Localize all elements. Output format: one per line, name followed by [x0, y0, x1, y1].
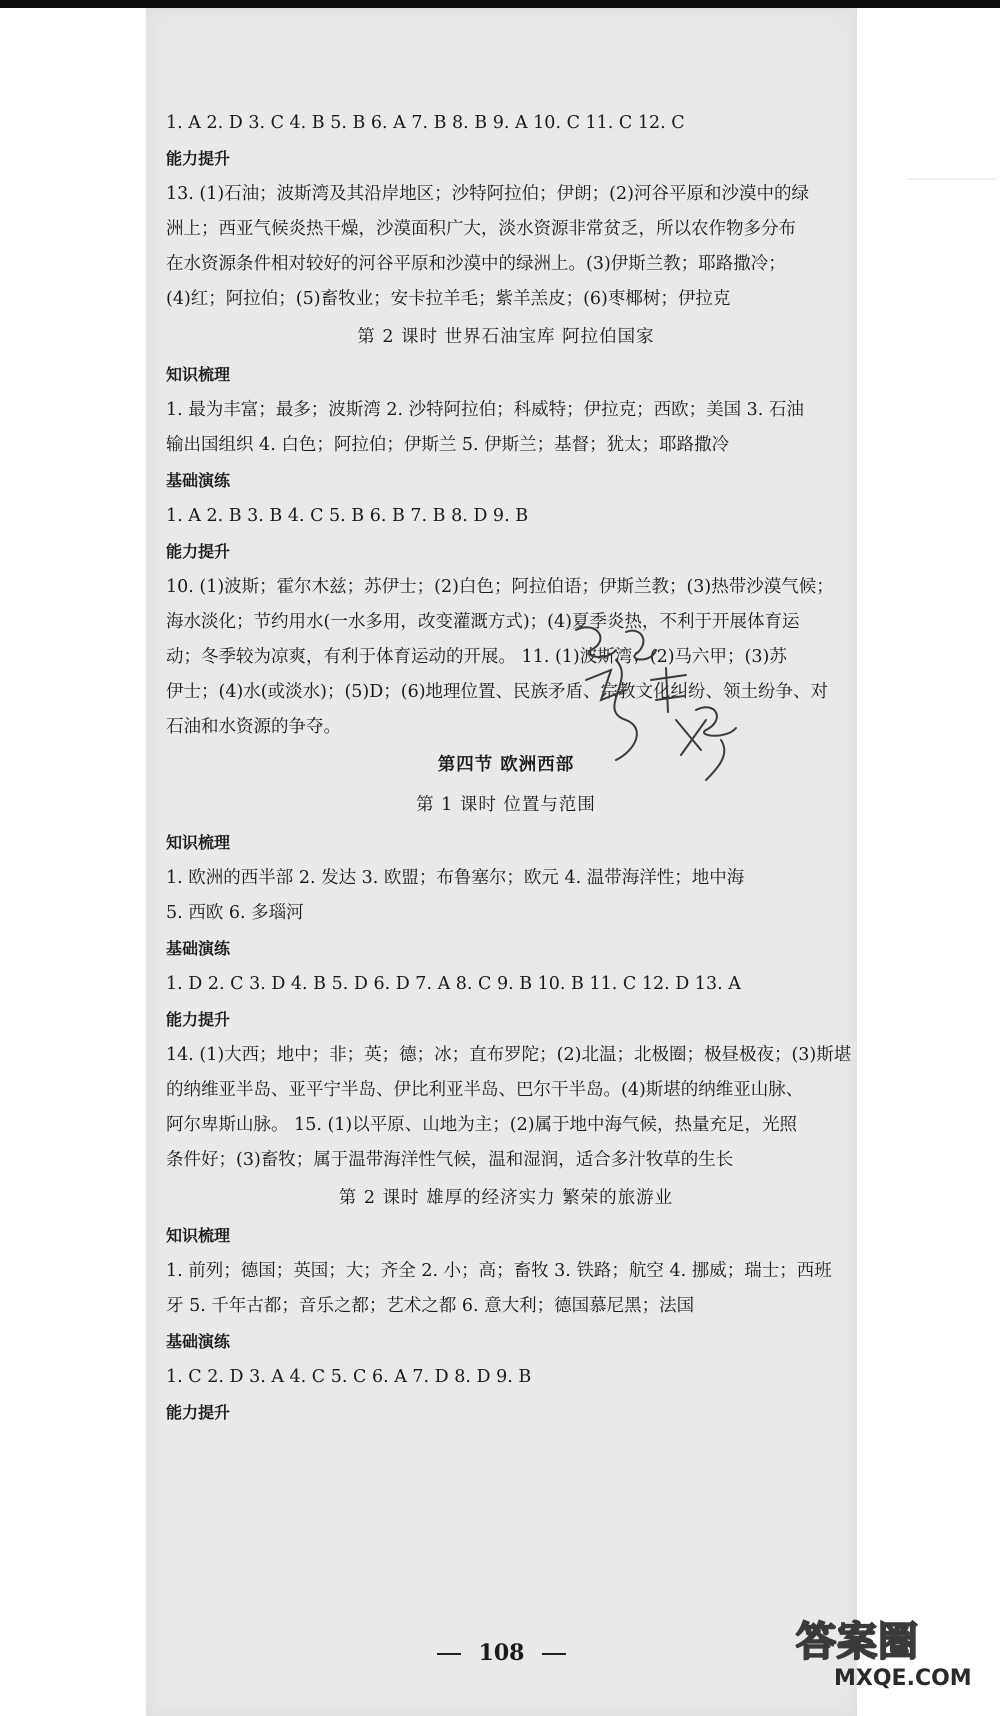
answer-line: 输出国组织 4. 白色；阿拉伯；伊斯兰 5. 伊斯兰；基督；犹太；耶路撒冷	[166, 435, 730, 455]
answer-line: 在水资源条件相对较好的河谷平原和沙漠中的绿洲上。(3)伊斯兰教；耶路撒冷；	[166, 254, 786, 274]
section-heading: 能力提升	[166, 149, 231, 168]
answer-line: (4)红；阿拉伯；(5)畜牧业；安卡拉羊毛；紫羊羔皮；(6)枣椰树；伊拉克	[166, 289, 731, 309]
answer-line: 动；冬季较为凉爽，有利于体育运动的开展。 11. (1)波斯湾；(2)马六甲；(3)苏	[166, 647, 787, 667]
lesson-title: 第 2 课时 雄厚的经济实力 繁荣的旅游业	[338, 1188, 674, 1208]
section-heading: 基础演练	[166, 939, 231, 958]
answer-line: 1. A 2. B 3. B 4. C 5. B 6. B 7. B 8. D 9. B	[166, 506, 529, 526]
answer-line: 阿尔卑斯山脉。 15. (1)以平原、山地为主；(2)属于地中海气候，热量充足，光照	[166, 1115, 798, 1135]
top-border	[0, 0, 1000, 8]
section-heading: 能力提升	[166, 1403, 231, 1422]
page-content	[166, 106, 852, 1431]
answer-line: 石油和水资源的争夺。	[166, 717, 341, 737]
page-number-text: 108	[478, 1640, 525, 1666]
watermark-url: MXQE.COM	[834, 1666, 972, 1691]
page-number-dash-left	[437, 1653, 461, 1655]
answer-line: 1. 最为丰富；最多；波斯湾 2. 沙特阿拉伯；科威特；伊拉克；西欧；美国 3. 石油	[166, 400, 804, 420]
lesson-title: 第 2 课时 世界石油宝库 阿拉伯国家	[357, 327, 655, 347]
answer-line: 1. 欧洲的西半部 2. 发达 3. 欧盟；布鲁塞尔；欧元 4. 温带海洋性；地中海	[166, 868, 745, 888]
section-heading: 基础演练	[166, 471, 231, 490]
answer-page	[146, 8, 857, 1716]
answer-line: 1. D 2. C 3. D 4. B 5. D 6. D 7. A 8. C 9. B 10. B 11. C 12. D 13. A	[166, 974, 741, 994]
answer-line: 牙 5. 千年古都；音乐之都；艺术之都 6. 意大利；德国慕尼黑；法国	[166, 1296, 695, 1316]
answer-line: 1. A 2. D 3. C 4. B 5. B 6. A 7. B 8. B 9. A 10. C 11. C 12. C	[166, 113, 685, 133]
answer-line: 条件好；(3)畜牧；属于温带海洋性气候，温和湿润，适合多汁牧草的生长	[166, 1150, 734, 1170]
scan-artifact	[906, 178, 996, 180]
watermark-logo: 答案圈	[796, 1619, 919, 1665]
section-heading: 能力提升	[166, 1010, 231, 1029]
answer-line: 洲上；西亚气候炎热干燥，沙漠面积广大，淡水资源非常贫乏，所以农作物多分布	[166, 219, 796, 239]
section-heading: 知识梳理	[166, 1226, 231, 1245]
answer-line: 1. C 2. D 3. A 4. C 5. C 6. A 7. D 8. D 9. B	[166, 1367, 532, 1387]
section-heading: 基础演练	[166, 1332, 231, 1351]
lesson-title: 第 1 课时 位置与范围	[416, 795, 596, 815]
answer-line: 13. (1)石油；波斯湾及其沿岸地区；沙特阿拉伯；伊朗；(2)河谷平原和沙漠中的绿	[166, 184, 809, 204]
answer-line: 1. 前列；德国；英国；大；齐全 2. 小；高；畜牧 3. 铁路；航空 4. 挪威；瑞士；西班	[166, 1261, 832, 1281]
section-heading: 知识梳理	[166, 365, 231, 384]
section-heading: 能力提升	[166, 542, 231, 561]
answer-line: 5. 西欧 6. 多瑙河	[166, 903, 304, 923]
answer-line: 10. (1)波斯；霍尔木兹；苏伊士；(2)白色；阿拉伯语；伊斯兰教；(3)热带沙漠气候；	[166, 577, 834, 597]
answer-line: 海水淡化；节约用水(一水多用，改变灌溉方式)；(4)夏季炎热，不利于开展体育运	[166, 612, 800, 632]
page-number-dash-right	[542, 1653, 566, 1655]
page-number	[146, 1640, 857, 1666]
answer-line: 14. (1)大西；地中；非；英；德；冰；直布罗陀；(2)北温；北极圈；极昼极夜；(3)斯堪	[166, 1045, 852, 1065]
answer-line: 的纳维亚半岛、亚平宁半岛、伊比利亚半岛、巴尔干半岛。(4)斯堪的纳维亚山脉、	[166, 1080, 804, 1100]
watermark	[792, 1608, 992, 1708]
section-title: 第四节 欧洲西部	[437, 755, 575, 775]
answer-line: 伊士；(4)水(或淡水)；(5)D；(6)地理位置、民族矛盾、宗教文化纠纷、领土纷争、对	[166, 682, 829, 702]
section-heading: 知识梳理	[166, 833, 231, 852]
